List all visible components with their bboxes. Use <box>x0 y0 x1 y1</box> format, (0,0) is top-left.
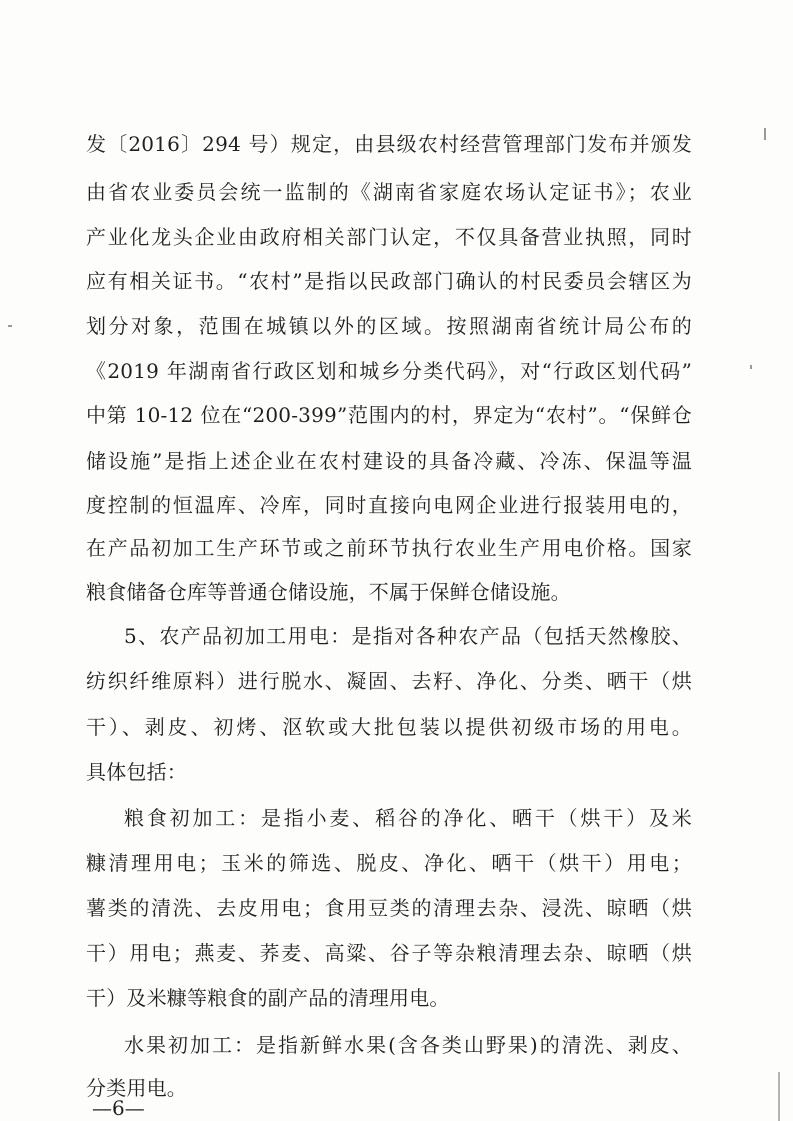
text-line-10: 在产品初加工生产环节或之前环节执行农业生产用电价格。国家 <box>86 536 692 560</box>
scan-edge-mark <box>778 1072 780 1121</box>
scan-mark <box>764 128 766 140</box>
text-line-3: 产业化龙头企业由政府相关部门认定，不仅具备营业执照，同时 <box>86 225 692 249</box>
text-line-12: 5、农产品初加工用电：是指对各种农产品（包括天然橡胶、 <box>124 624 692 648</box>
text-line-1: 发〔2016〕294 号）规定，由县级农村经营管理部门发布并颁发 <box>86 132 692 156</box>
text-line-21: 水果初加工：是指新鲜水果(含各类山野果)的清洗、剥皮、 <box>124 1033 692 1057</box>
page-number: —6— <box>92 1096 145 1120</box>
text-line-19: 干）用电；燕麦、荞麦、高粱、谷子等杂粮清理去杂、晾晒（烘 <box>86 941 692 965</box>
text-line-2: 由省农业委员会统一监制的《湖南省家庭农场认定证书》；农业 <box>86 180 692 204</box>
text-line-8: 储设施”是指上述企业在农村建设的具备冷藏、冷冻、保温等温 <box>86 449 692 473</box>
text-line-20: 干）及米糠等粮食的副产品的清理用电。 <box>86 986 450 1010</box>
text-line-18: 薯类的清洗、去皮用电；食用豆类的清理去杂、浸洗、晾晒（烘 <box>86 896 692 920</box>
text-line-7: 中第 10-12 位在“200-399”范围内的村，界定为“农村”。“保鲜仓 <box>86 403 692 427</box>
text-line-11: 粮食储备仓库等普通仓储设施，不属于保鲜仓储设施。 <box>86 580 571 604</box>
text-line-16: 粮食初加工：是指小麦、稻谷的净化、晒干（烘干）及米 <box>124 806 692 830</box>
text-line-13: 纺织纤维原料）进行脱水、凝固、去籽、净化、分类、晒干（烘 <box>86 669 692 693</box>
scan-mark <box>750 365 752 369</box>
text-line-14: 干）、剥皮、初烤、沤软或大批包装以提供初级市场的用电。 <box>86 715 692 739</box>
text-line-4: 应有相关证书。“农村”是指以民政部门确认的村民委员会辖区为 <box>86 269 692 293</box>
text-line-15: 具体包括： <box>86 760 187 784</box>
text-line-5: 划分对象，范围在城镇以外的区域。按照湖南省统计局公布的 <box>86 314 692 338</box>
scan-mark <box>8 325 12 327</box>
text-line-6: 《2019 年湖南省行政区划和城乡分类代码》，对“行政区划代码” <box>86 359 692 383</box>
text-line-17: 糠清理用电；玉米的筛选、脱皮、净化、晒干（烘干）用电； <box>86 851 692 875</box>
text-line-9: 度控制的恒温库、冷库，同时直接向电网企业进行报装用电的， <box>86 493 692 517</box>
text-line-22: 分类用电。 <box>86 1076 187 1100</box>
